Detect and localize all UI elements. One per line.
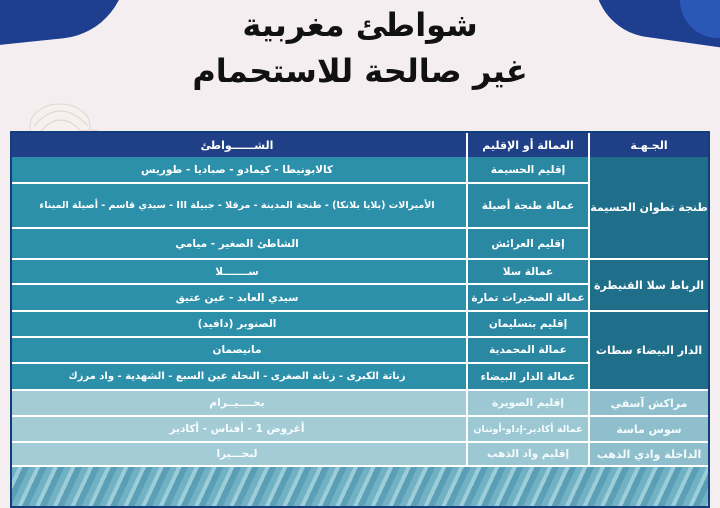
province-cell: إقليم العرائش xyxy=(466,229,588,260)
beaches-cell: الصنوبر (دافيد) xyxy=(10,312,466,338)
province-cell: عمالة أكادير-إداو-أوتنان xyxy=(466,417,588,443)
province-cell: إقليم واد الذهب xyxy=(466,443,588,467)
province-cell: عمالة طنجة أصيلة xyxy=(466,184,588,229)
province-cell: إقليم الحسيمة xyxy=(466,157,588,184)
province-cell: عمالة الدار البيضاء xyxy=(466,364,588,391)
beaches-cell: الأميرالات (بلايا بلانكا) - طنجة المدينة - مرقلا - جبيلة III - سيدي قاسم - أصيلة الميناء xyxy=(10,184,466,229)
province-cell: عمالة المحمدية xyxy=(466,338,588,364)
region-cell: الرباط سلا القنيطرة xyxy=(588,260,708,312)
region-cell: الدار البيضاء سطات xyxy=(588,312,708,391)
beaches-cell: سيدي العابد - عين عتيق xyxy=(10,285,466,312)
region-cell: الداخلة وادي الذهب xyxy=(588,443,708,467)
beaches-cell: كالابونيطا - كيمادو - صباديا - طوريس xyxy=(10,157,466,184)
province-cell: عمالة الصخيرات تمارة xyxy=(466,285,588,312)
header-beaches: الشــــــواطئ xyxy=(10,133,466,157)
beaches-cell: مانيصمان xyxy=(10,338,466,364)
beaches-cell: بحــــيــرام xyxy=(10,391,466,417)
province-cell: عمالة سلا xyxy=(466,260,588,285)
region-cell: طنجة تطوان الحسيمة xyxy=(588,157,708,260)
page-title: شواطئ مغربية xyxy=(242,6,478,44)
region-cell: سوس ماسة xyxy=(588,417,708,443)
beaches-cell: لبحـــيرا xyxy=(10,443,466,467)
header-region: الجـهـة xyxy=(588,133,708,157)
beaches-cell: زناتة الكبرى - زناتة الصغرى - النحلة عين السبع - الشهدية - واد مرزك xyxy=(10,364,466,391)
page-subtitle: غير صالحة للاستحمام xyxy=(192,52,528,90)
beaches-cell: أغروض 1 - أفتاس - أكادير xyxy=(10,417,466,443)
header-province: العمالة أو الإقليم xyxy=(466,133,588,157)
beaches-cell: ســـــــلا xyxy=(10,260,466,285)
province-cell: إقليم الصويرة xyxy=(466,391,588,417)
province-cell: إقليم بنسليمان xyxy=(466,312,588,338)
sea-texture xyxy=(12,466,708,506)
beaches-cell: الشاطئ الصغير - ميامي xyxy=(10,229,466,260)
region-cell: مراكش آسفي xyxy=(588,391,708,417)
beaches-table xyxy=(10,131,710,508)
